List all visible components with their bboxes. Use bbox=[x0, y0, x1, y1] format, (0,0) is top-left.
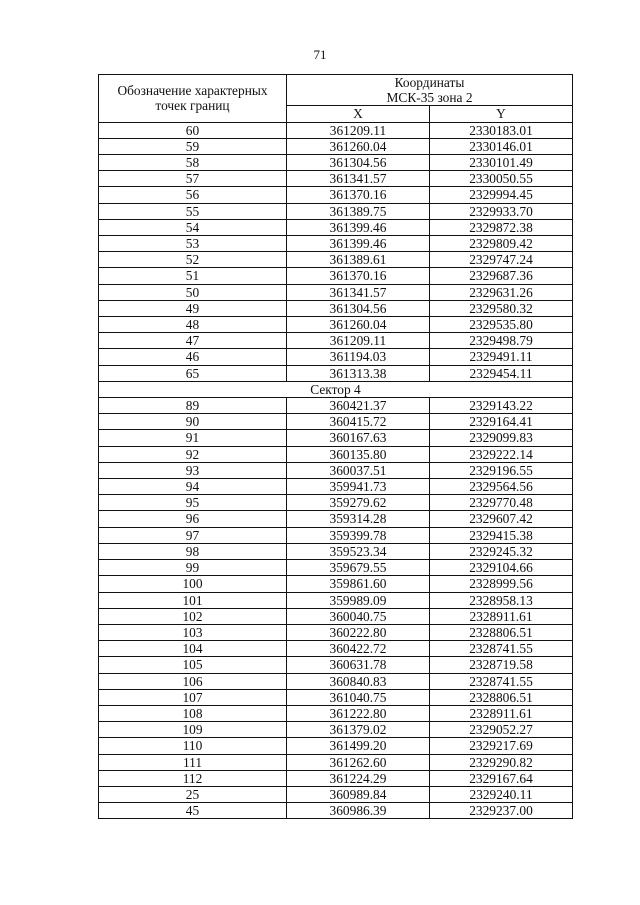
y-coordinate: 2329498.79 bbox=[430, 333, 573, 349]
x-coordinate: 360421.37 bbox=[287, 398, 430, 414]
y-coordinate: 2328741.55 bbox=[430, 673, 573, 689]
x-coordinate: 361499.20 bbox=[287, 738, 430, 754]
table-row bbox=[99, 446, 573, 462]
y-coordinate: 2329217.69 bbox=[430, 738, 573, 754]
table-row bbox=[99, 722, 573, 738]
point-number: 51 bbox=[99, 268, 287, 284]
table-row bbox=[99, 333, 573, 349]
section1-body bbox=[99, 122, 573, 381]
y-coordinate: 2328911.61 bbox=[430, 608, 573, 624]
y-coordinate: 2328911.61 bbox=[430, 705, 573, 721]
x-coordinate: 360415.72 bbox=[287, 414, 430, 430]
x-coordinate: 361209.11 bbox=[287, 333, 430, 349]
y-coordinate: 2329240.11 bbox=[430, 786, 573, 802]
table-row bbox=[99, 560, 573, 576]
table-row bbox=[99, 803, 573, 819]
x-coordinate: 359941.73 bbox=[287, 479, 430, 495]
point-number: 96 bbox=[99, 511, 287, 527]
point-number: 105 bbox=[99, 657, 287, 673]
point-number: 104 bbox=[99, 641, 287, 657]
y-coordinate: 2329290.82 bbox=[430, 754, 573, 770]
y-coordinate: 2328958.13 bbox=[430, 592, 573, 608]
table-row bbox=[99, 171, 573, 187]
table-row bbox=[99, 738, 573, 754]
point-number: 97 bbox=[99, 527, 287, 543]
y-coordinate: 2328741.55 bbox=[430, 641, 573, 657]
x-coordinate: 361313.38 bbox=[287, 365, 430, 381]
table-row bbox=[99, 462, 573, 478]
y-coordinate: 2328806.51 bbox=[430, 624, 573, 640]
y-coordinate: 2329143.22 bbox=[430, 398, 573, 414]
point-number: 50 bbox=[99, 284, 287, 300]
y-coordinate: 2329580.32 bbox=[430, 300, 573, 316]
section2-body bbox=[99, 398, 573, 819]
x-column-header: X bbox=[287, 106, 430, 122]
x-coordinate: 359314.28 bbox=[287, 511, 430, 527]
table-row bbox=[99, 300, 573, 316]
table-row bbox=[99, 219, 573, 235]
x-coordinate: 361040.75 bbox=[287, 689, 430, 705]
point-number: 110 bbox=[99, 738, 287, 754]
point-column-header bbox=[99, 75, 287, 123]
x-coordinate: 361304.56 bbox=[287, 300, 430, 316]
point-number: 101 bbox=[99, 592, 287, 608]
table-row bbox=[99, 608, 573, 624]
y-coordinate: 2328806.51 bbox=[430, 689, 573, 705]
table-row bbox=[99, 138, 573, 154]
table-row bbox=[99, 624, 573, 640]
y-coordinate: 2330183.01 bbox=[430, 122, 573, 138]
y-coordinate: 2329747.24 bbox=[430, 252, 573, 268]
y-coordinate: 2330050.55 bbox=[430, 171, 573, 187]
x-coordinate: 361341.57 bbox=[287, 284, 430, 300]
y-coordinate: 2329631.26 bbox=[430, 284, 573, 300]
x-coordinate: 360631.78 bbox=[287, 657, 430, 673]
point-number: 98 bbox=[99, 543, 287, 559]
point-number: 45 bbox=[99, 803, 287, 819]
x-coordinate: 361370.16 bbox=[287, 268, 430, 284]
point-number: 100 bbox=[99, 576, 287, 592]
point-number: 89 bbox=[99, 398, 287, 414]
x-coordinate: 360422.72 bbox=[287, 641, 430, 657]
x-coordinate: 359861.60 bbox=[287, 576, 430, 592]
x-coordinate: 359989.09 bbox=[287, 592, 430, 608]
point-number: 102 bbox=[99, 608, 287, 624]
x-coordinate: 359523.34 bbox=[287, 543, 430, 559]
table-row bbox=[99, 317, 573, 333]
point-number: 56 bbox=[99, 187, 287, 203]
point-number: 90 bbox=[99, 414, 287, 430]
y-coordinate: 2329167.64 bbox=[430, 770, 573, 786]
point-number: 65 bbox=[99, 365, 287, 381]
table-row bbox=[99, 641, 573, 657]
y-coordinate: 2329222.14 bbox=[430, 446, 573, 462]
y-coordinate: 2329994.45 bbox=[430, 187, 573, 203]
x-coordinate: 360840.83 bbox=[287, 673, 430, 689]
y-coordinate: 2329099.83 bbox=[430, 430, 573, 446]
y-coordinate: 2328999.56 bbox=[430, 576, 573, 592]
page-number: 71 bbox=[313, 47, 327, 62]
table-row bbox=[99, 705, 573, 721]
coordinates-table bbox=[98, 74, 573, 819]
point-number: 57 bbox=[99, 171, 287, 187]
point-number: 54 bbox=[99, 219, 287, 235]
x-coordinate: 361209.11 bbox=[287, 122, 430, 138]
x-coordinate: 361399.46 bbox=[287, 236, 430, 252]
y-coordinate: 2329564.56 bbox=[430, 479, 573, 495]
table-row bbox=[99, 770, 573, 786]
y-coordinate: 2329245.32 bbox=[430, 543, 573, 559]
table-row bbox=[99, 414, 573, 430]
table-row bbox=[99, 576, 573, 592]
x-coordinate: 361260.04 bbox=[287, 317, 430, 333]
table-row bbox=[99, 495, 573, 511]
y-coordinate: 2329687.36 bbox=[430, 268, 573, 284]
point-number: 55 bbox=[99, 203, 287, 219]
table-row bbox=[99, 155, 573, 171]
point-number: 107 bbox=[99, 689, 287, 705]
table-row bbox=[99, 122, 573, 138]
table-row bbox=[99, 203, 573, 219]
y-coordinate: 2329104.66 bbox=[430, 560, 573, 576]
table-row bbox=[99, 657, 573, 673]
x-coordinate: 361370.16 bbox=[287, 187, 430, 203]
point-number: 108 bbox=[99, 705, 287, 721]
table-row bbox=[99, 430, 573, 446]
sector-body bbox=[99, 381, 573, 397]
y-coordinate: 2329052.27 bbox=[430, 722, 573, 738]
x-coordinate: 361304.56 bbox=[287, 155, 430, 171]
table-row bbox=[99, 398, 573, 414]
y-coordinate: 2329491.11 bbox=[430, 349, 573, 365]
y-coordinate: 2329809.42 bbox=[430, 236, 573, 252]
x-coordinate: 361389.61 bbox=[287, 252, 430, 268]
point-number: 92 bbox=[99, 446, 287, 462]
table-row bbox=[99, 689, 573, 705]
y-coordinate: 2330101.49 bbox=[430, 155, 573, 171]
x-coordinate: 359679.55 bbox=[287, 560, 430, 576]
y-coordinate: 2329770.48 bbox=[430, 495, 573, 511]
coordinates-column-header bbox=[287, 75, 573, 106]
table-row bbox=[99, 592, 573, 608]
x-coordinate: 360989.84 bbox=[287, 786, 430, 802]
table-row bbox=[99, 284, 573, 300]
point-number: 52 bbox=[99, 252, 287, 268]
point-number: 48 bbox=[99, 317, 287, 333]
table-row bbox=[99, 365, 573, 381]
point-number: 49 bbox=[99, 300, 287, 316]
y-coordinate: 2329454.11 bbox=[430, 365, 573, 381]
table-row bbox=[99, 527, 573, 543]
point-number: 111 bbox=[99, 754, 287, 770]
y-coordinate: 2329164.41 bbox=[430, 414, 573, 430]
x-coordinate: 361262.60 bbox=[287, 754, 430, 770]
coords-header-line1: Координаты bbox=[394, 75, 465, 90]
point-number: 60 bbox=[99, 122, 287, 138]
point-number: 112 bbox=[99, 770, 287, 786]
point-number: 59 bbox=[99, 138, 287, 154]
point-number: 103 bbox=[99, 624, 287, 640]
x-coordinate: 361194.03 bbox=[287, 349, 430, 365]
sector-label: Сектор 4 bbox=[99, 381, 573, 397]
y-coordinate: 2330146.01 bbox=[430, 138, 573, 154]
point-number: 58 bbox=[99, 155, 287, 171]
table-row bbox=[99, 268, 573, 284]
y-coordinate: 2329535.80 bbox=[430, 317, 573, 333]
point-number: 25 bbox=[99, 786, 287, 802]
y-coordinate: 2329872.38 bbox=[430, 219, 573, 235]
x-coordinate: 360135.80 bbox=[287, 446, 430, 462]
y-coordinate: 2329607.42 bbox=[430, 511, 573, 527]
x-coordinate: 361224.29 bbox=[287, 770, 430, 786]
point-number: 46 bbox=[99, 349, 287, 365]
table-row bbox=[99, 543, 573, 559]
coords-header-line2: МСК-35 зона 2 bbox=[386, 90, 473, 106]
table-row bbox=[99, 187, 573, 203]
y-coordinate: 2329237.00 bbox=[430, 803, 573, 819]
x-coordinate: 359399.78 bbox=[287, 527, 430, 543]
table-row bbox=[99, 754, 573, 770]
point-number: 47 bbox=[99, 333, 287, 349]
x-coordinate: 360986.39 bbox=[287, 803, 430, 819]
x-coordinate: 360222.80 bbox=[287, 624, 430, 640]
table-row bbox=[99, 673, 573, 689]
point-number: 109 bbox=[99, 722, 287, 738]
x-coordinate: 361341.57 bbox=[287, 171, 430, 187]
table-row bbox=[99, 349, 573, 365]
y-coordinate: 2328719.58 bbox=[430, 657, 573, 673]
y-coordinate: 2329933.70 bbox=[430, 203, 573, 219]
table-row bbox=[99, 511, 573, 527]
x-coordinate: 361399.46 bbox=[287, 219, 430, 235]
point-number: 95 bbox=[99, 495, 287, 511]
point-number: 91 bbox=[99, 430, 287, 446]
y-column-header: Y bbox=[430, 106, 573, 122]
point-number: 99 bbox=[99, 560, 287, 576]
point-number: 93 bbox=[99, 462, 287, 478]
point-header-line2: точек границ bbox=[155, 98, 230, 114]
y-coordinate: 2329196.55 bbox=[430, 462, 573, 478]
point-header-line1: Обозначение характерных bbox=[117, 83, 268, 99]
table-row bbox=[99, 236, 573, 252]
sector-row bbox=[99, 381, 573, 397]
table-row bbox=[99, 786, 573, 802]
point-number: 53 bbox=[99, 236, 287, 252]
x-coordinate: 361389.75 bbox=[287, 203, 430, 219]
point-number: 94 bbox=[99, 479, 287, 495]
x-coordinate: 360040.75 bbox=[287, 608, 430, 624]
x-coordinate: 360167.63 bbox=[287, 430, 430, 446]
table-row bbox=[99, 252, 573, 268]
y-coordinate: 2329415.38 bbox=[430, 527, 573, 543]
x-coordinate: 361222.80 bbox=[287, 705, 430, 721]
table-row bbox=[99, 479, 573, 495]
x-coordinate: 360037.51 bbox=[287, 462, 430, 478]
x-coordinate: 361260.04 bbox=[287, 138, 430, 154]
x-coordinate: 361379.02 bbox=[287, 722, 430, 738]
point-number: 106 bbox=[99, 673, 287, 689]
x-coordinate: 359279.62 bbox=[287, 495, 430, 511]
